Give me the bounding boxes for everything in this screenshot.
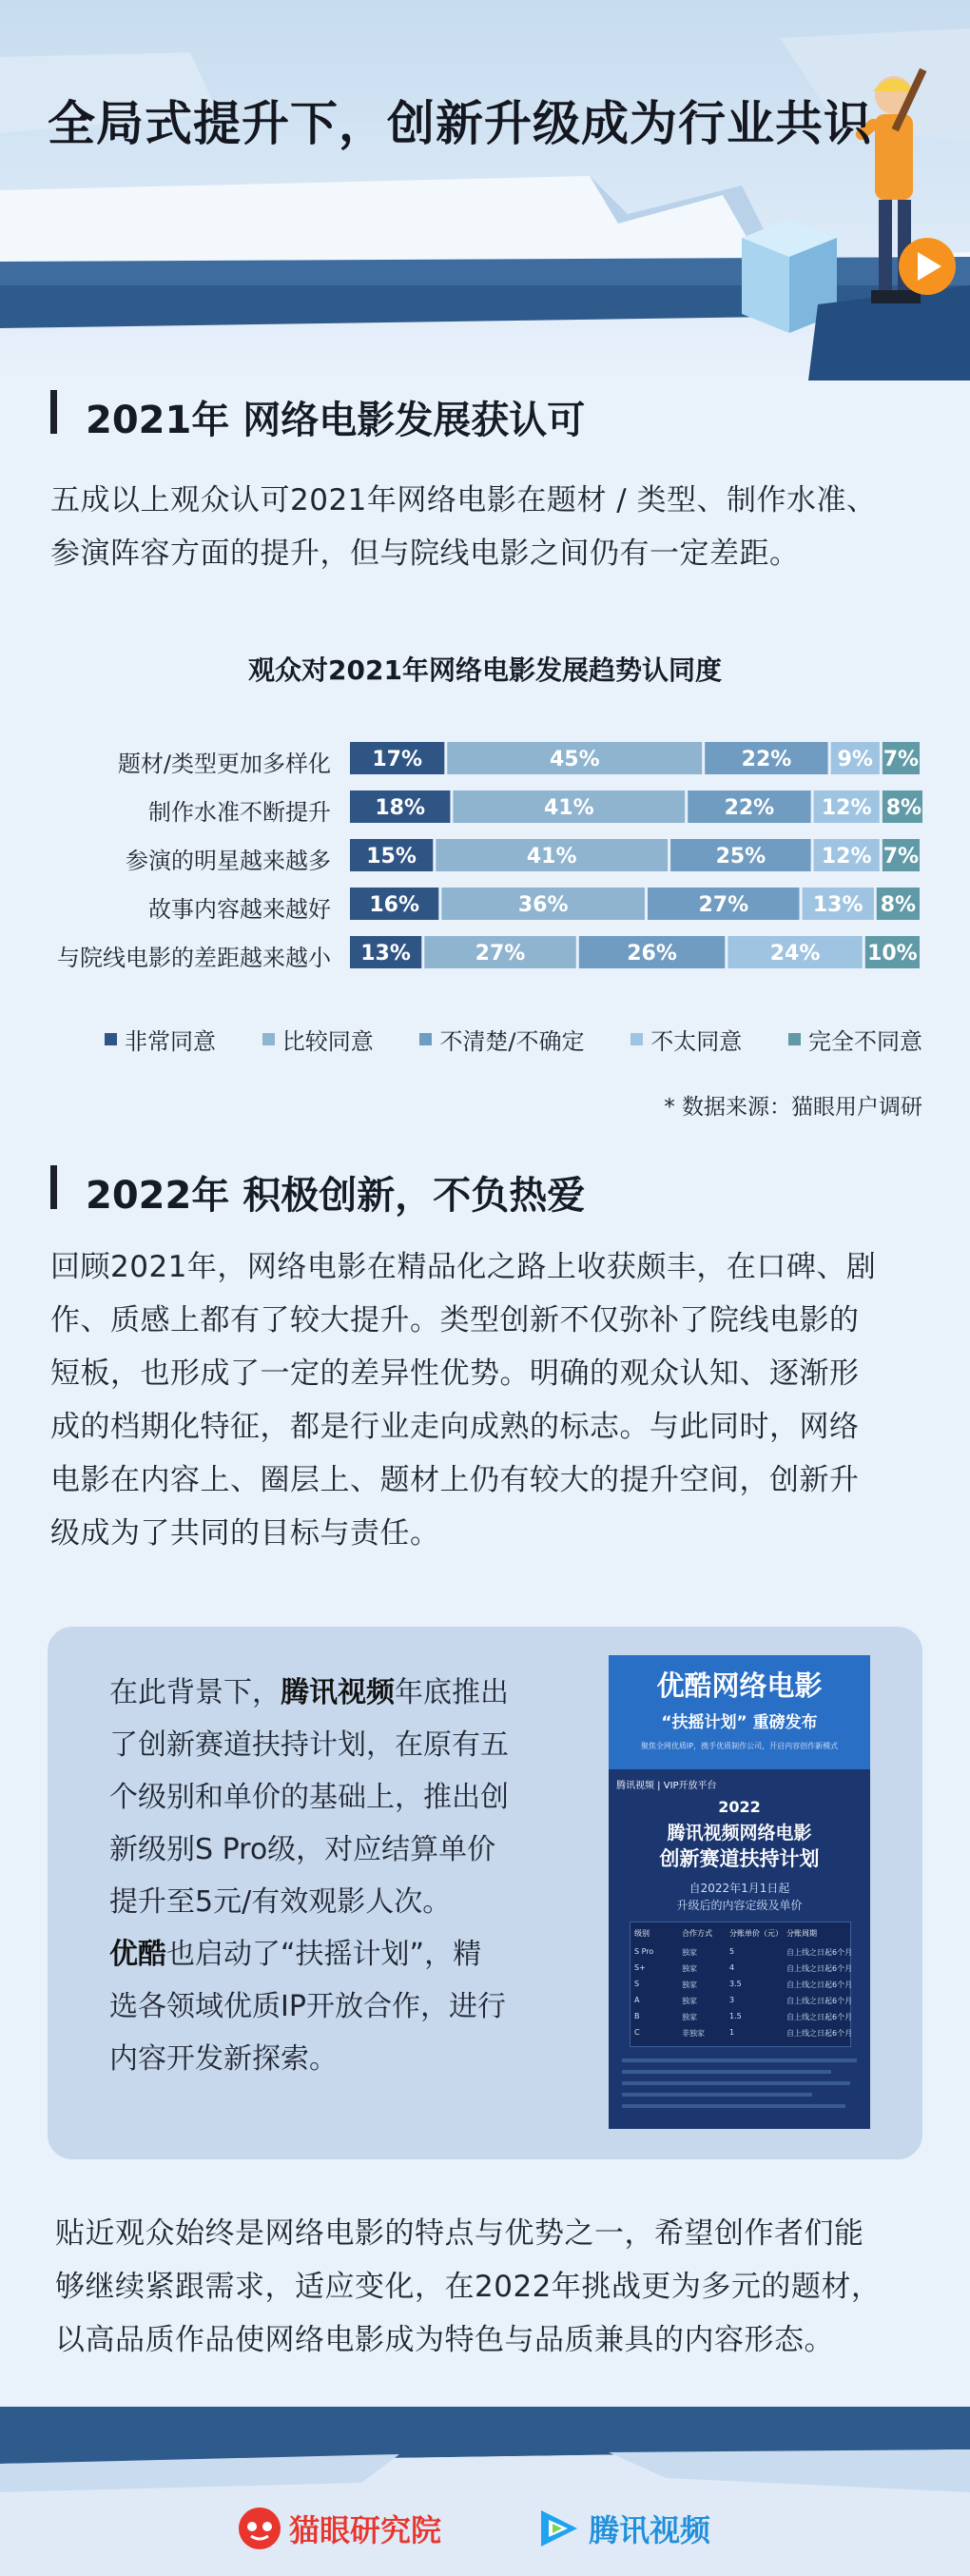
poster-table-header: 分账周期 [786, 1929, 817, 1938]
legend-swatch [630, 1033, 643, 1045]
poster-table-cell: B [634, 2012, 640, 2020]
poster-table-cell: 自上线之日起6个月 [786, 1964, 853, 1973]
poster-year: 2022 [718, 1798, 761, 1816]
poster-table-cell: 1 [729, 2028, 735, 2037]
bar-value-label: 17% [372, 748, 423, 771]
bar-value-label: 9% [837, 748, 873, 771]
box-line: 了创新赛道扶持计划，在原有五 [109, 1728, 509, 1762]
bar-value-label: 16% [369, 893, 420, 917]
bar-value-label: 12% [821, 796, 872, 820]
legend-swatch [105, 1033, 117, 1045]
hero-banner [0, 0, 970, 381]
bar-value-label: 13% [812, 893, 863, 917]
bar-value-label: 22% [724, 796, 775, 820]
poster-table-cell: 4 [729, 1963, 735, 1972]
bar-value-label: 8% [885, 796, 922, 820]
brand-youku: 优酷 [109, 1938, 166, 1971]
poster-platform: 腾讯视频 | VIP开放平台 [616, 1781, 717, 1791]
poster-fineprint-line [622, 2093, 812, 2097]
footer-background [0, 2407, 970, 2576]
box-text: 在此背景下， [109, 1676, 281, 1709]
announcement-poster [609, 1655, 870, 2129]
bar-value-label: 8% [880, 893, 917, 917]
box-line [109, 1667, 575, 1719]
paragraph-line: 回顾2021年，网络电影在精品化之路上收获颇丰，在口碑、剧 [50, 1250, 877, 1284]
legend-label: 比较同意 [281, 1028, 374, 1055]
legend-label: 非常同意 [125, 1028, 216, 1055]
bar-value-label: 13% [360, 942, 411, 966]
section-marker [50, 390, 57, 434]
poster-date-line: 自2022年1月1日起 [689, 1882, 790, 1895]
cat-eye-icon [238, 2507, 281, 2550]
bar-value-label: 25% [715, 845, 766, 868]
bar-value-label: 36% [517, 893, 569, 917]
poster-date-line: 升级后的内容定级及单价 [676, 1899, 803, 1912]
poster-table [630, 1922, 851, 2047]
box-line: 内容开发新探索。 [109, 2042, 338, 2076]
box-line: 选各领域优质IP开放合作，进行 [109, 1990, 506, 2023]
legend-label: 不太同意 [650, 1028, 743, 1055]
ice-landscape-illustration [0, 0, 970, 381]
paragraph-line: 以高品质作品使网络电影成为特色与品质兼具的内容形态。 [55, 2323, 834, 2357]
category-label: 制作水准不断提升 [148, 799, 331, 826]
tencent-brand-name: 腾讯视频 [589, 2512, 711, 2548]
paragraph-line: 电影在内容上、圈层上、题材上仍有较大的提升空间，创新升 [50, 1463, 860, 1497]
poster-table-cell: 3 [729, 1996, 735, 2004]
poster-table-cell: 自上线之日起6个月 [786, 1997, 853, 2005]
bar-value-label: 7% [883, 845, 920, 868]
poster-table-cell: 独家 [682, 1948, 697, 1957]
category-label: 参演的明星越来越多 [126, 848, 331, 874]
poster-top-title: 优酷网络电影 [656, 1669, 823, 1702]
bar-value-label: 41% [543, 796, 594, 820]
legend-swatch [262, 1033, 275, 1045]
poster-table-header: 合作方式 [682, 1929, 712, 1938]
legend-item [105, 1023, 216, 1056]
poster-fineprint-line [622, 2070, 831, 2074]
poster-table-cell: 非独家 [682, 2029, 705, 2038]
bar-value-label: 22% [741, 748, 792, 771]
paragraph-line: 级成为了共同的目标与责任。 [50, 1516, 440, 1551]
poster-fineprint-line [622, 2059, 857, 2062]
bar-value-label: 27% [698, 893, 749, 917]
section-paragraph [50, 474, 935, 580]
poster-top-subtitle: “扶摇计划” 重磅发布 [661, 1713, 818, 1732]
poster-table-cell: S+ [634, 1963, 646, 1972]
poster-table-cell: S Pro [634, 1947, 654, 1956]
poster-table-cell: 独家 [682, 1997, 697, 2005]
page-title: 全局式提升下，创新升级成为行业共识 [48, 96, 872, 151]
category-label: 故事内容越来越好 [148, 896, 331, 923]
section-marker [50, 1165, 57, 1209]
maoyan-brand-name: 猫眼研究院 [289, 2512, 442, 2548]
legend-item [419, 1023, 584, 1056]
bar-value-label: 15% [366, 845, 417, 868]
bar-value-label: 24% [769, 942, 821, 966]
bar-value-label: 27% [475, 942, 526, 966]
poster-title-line: 创新赛道扶持计划 [659, 1847, 820, 1870]
paragraph-line: 作、质感上都有了较大提升。类型创新不仅弥补了院线电影的 [50, 1303, 860, 1337]
data-source-note: * 数据来源：猫眼用户调研 [664, 1095, 922, 1120]
footer [0, 2407, 970, 2576]
poster-table-cell: 独家 [682, 1981, 697, 1989]
legend-item [788, 1023, 922, 1056]
poster-table-cell: 自上线之日起6个月 [786, 1948, 853, 1957]
section-heading: 2021年 网络电影发展获认可 [86, 399, 586, 442]
box-line [109, 1928, 575, 1981]
bar-value-label: 10% [867, 942, 918, 966]
tencent-play-icon [537, 2507, 581, 2550]
chart-legend [105, 1023, 922, 1056]
poster-table-header: 分账单价（元） [729, 1929, 783, 1938]
poster-table-cell: A [634, 1996, 640, 2004]
tencent-video-logo [537, 2507, 710, 2550]
section-heading: 2022年 积极创新，不负热爱 [86, 1174, 586, 1218]
paragraph-line: 够继续紧跟需求，适应变化，在2022年挑战更为多元的题材， [55, 2270, 882, 2304]
poster-table-cell: C [634, 2028, 640, 2037]
box-text: 也启动了“扶摇计划”，精 [166, 1938, 482, 1971]
legend-swatch [788, 1033, 801, 1045]
maoyan-logo [238, 2507, 441, 2550]
box-line: 个级别和单价的基础上，推出创 [109, 1781, 509, 1814]
bar-value-label: 26% [627, 942, 677, 966]
poster-table-cell: 独家 [682, 1964, 697, 1973]
paragraph-line: 参演阵容方面的提升，但与院线电影之间仍有一定差距。 [50, 537, 800, 571]
poster-table-header: 级别 [634, 1929, 650, 1938]
poster-table-cell: 自上线之日起6个月 [786, 2013, 853, 2021]
legend-swatch [419, 1033, 432, 1045]
box-text: 年底推出 [395, 1676, 509, 1709]
legend-label: 完全不同意 [807, 1028, 922, 1055]
brand-tencent: 腾讯视频 [281, 1676, 395, 1709]
highlight-box-text [109, 1667, 575, 2085]
legend-item [262, 1023, 374, 1056]
category-label: 与院线电影的差距越来越小 [57, 945, 331, 971]
poster-title-line: 腾讯视频网络电影 [667, 1823, 812, 1844]
poster-table-cell: 自上线之日起6个月 [786, 2029, 853, 2038]
stacked-bar-chart [350, 737, 922, 975]
section-paragraph [50, 1240, 940, 1560]
poster-table-cell: S [634, 1980, 640, 1988]
bar-value-label: 12% [821, 845, 872, 868]
paragraph-line: 成的档期化特征，都是行业走向成熟的标志。与此同时，网络 [50, 1410, 860, 1444]
closing-paragraph [55, 2207, 944, 2367]
paragraph-line: 五成以上观众认可2021年网络电影在题材 / 类型、制作水准、 [50, 483, 877, 517]
poster-fineprint-line [622, 2081, 850, 2085]
bar-value-label: 18% [375, 796, 426, 820]
bar-value-label: 45% [549, 748, 600, 771]
chart-title: 观众对2021年网络电影发展趋势认同度 [248, 654, 722, 686]
legend-label: 不清楚/不确定 [439, 1028, 585, 1055]
paragraph-line: 短板，也形成了一定的差异性优势。明确的观众认知、逐渐形 [50, 1356, 860, 1391]
poster-fineprint-line [622, 2104, 845, 2108]
poster-table-cell: 3.5 [729, 1980, 742, 1988]
bar-value-label: 7% [883, 748, 920, 771]
box-line: 提升至5元/有效观影人次。 [109, 1885, 452, 1919]
box-line: 新级别S Pro级，对应结算单价 [109, 1833, 496, 1866]
legend-item [630, 1023, 742, 1056]
poster-table-cell: 独家 [682, 2013, 697, 2021]
bar-value-label: 41% [526, 845, 577, 868]
poster-table-cell: 5 [729, 1947, 735, 1956]
poster-table-cell: 自上线之日起6个月 [786, 1981, 853, 1989]
poster-table-cell: 1.5 [729, 2012, 742, 2020]
paragraph-line: 贴近观众始终是网络电影的特点与优势之一，希望创作者们能 [55, 2216, 864, 2251]
poster-top-caption: 聚焦全网优质IP，携手优质制作公司，开启内容创作新模式 [640, 1742, 839, 1750]
category-label: 题材/类型更加多样化 [117, 751, 331, 777]
